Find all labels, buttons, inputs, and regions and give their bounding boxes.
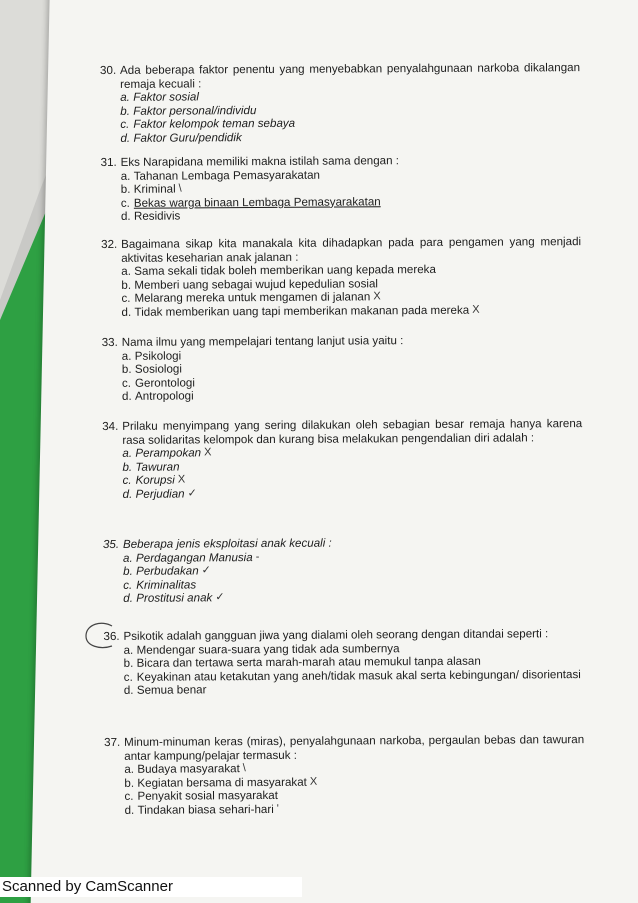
handwritten-mark: \ [242,762,246,775]
question-text: Ada beberapa faktor penentu yang menyebabkan penyalahgunaan narkoba dikalangan remaja kecuali : [119,61,581,91]
option-c[interactable]: c. Penyakit sosial masyarakat [124,789,278,804]
question-31 [101,153,581,224]
option-a[interactable]: a. Perdagangan Manusia - [122,550,260,565]
option-b[interactable]: b. Faktor personal/individu [120,103,257,118]
question-number: 34. [102,419,119,433]
option-b[interactable]: b. Kriminal \ [120,182,182,197]
options [121,262,581,319]
options [123,549,583,606]
question-number: 37. [104,735,121,749]
question-number: 32. [101,237,118,251]
scanner-watermark: Scanned by CamScanner [0,877,302,897]
option-b[interactable]: b. Memberi uang sebagai wujud kepedulian sosial [121,277,379,292]
option-b[interactable]: b. Sosiologi [121,362,182,377]
option-d[interactable]: d. Antropologi [121,389,194,404]
question-35 [103,535,583,606]
option-c[interactable]: c. Melarang mereka untuk mengamen di jalanan X [121,290,381,306]
option-c[interactable]: c. Gerontologi [121,376,195,390]
handwritten-mark: X [309,775,318,788]
question-text: Bagaimana sikap kita manakala kita dihadapkan pada para pengamen yang menjadi aktivitas keseharian anak jalanan : [121,235,582,265]
handwritten-mark: ✓ [215,591,225,604]
handwritten-mark: X [373,290,381,303]
question-text: Beberapa jenis eksploitasi anak kecuali : [122,536,332,551]
options [124,760,584,817]
question-number: 36. [103,629,120,643]
question-34 [102,417,582,501]
question-text: Eks Narapidana memiliki makna istilah sama dengan : [120,154,400,169]
question-text: Minum-minuman keras (miras), penyalahgunaan narkoba, pergaulan bebas dan tawuran antar kampung/pelajar termasuk : [124,733,585,763]
question-number: 33. [101,335,118,349]
handwritten-mark: X [177,473,186,486]
question-text: Nama ilmu yang mempelajari tentang lanjut usia yaitu : [121,334,404,349]
handwritten-mark: ✓ [187,487,197,500]
option-d[interactable]: d. Residivis [120,209,181,224]
question-number: 31. [100,155,117,169]
option-d[interactable]: d. Prostitusi anak ✓ [123,591,225,606]
option-d[interactable]: d. Semua benar [123,683,207,698]
options [121,167,581,224]
option-a[interactable]: a. Mendengar suara-suara yang tidak ada sumbernya [123,641,400,657]
options [124,641,584,698]
option-b[interactable]: b. Tawuran [122,460,180,474]
option-b[interactable]: b. Bicara dan tertawa serta marah-marah atau memukul tanpa alasan [123,654,481,671]
option-a[interactable]: a. Perampokan X [122,446,212,461]
handwritten-mark: X [204,446,212,459]
option-c[interactable]: c. Kriminalitas [123,578,197,592]
handwritten-mark: - [255,550,260,563]
options [120,88,580,145]
option-a[interactable]: a. Budaya masyarakat \ [124,762,246,777]
option-a[interactable]: a. Faktor sosial [120,90,199,105]
handwritten-mark: ' [276,802,279,815]
option-d[interactable]: d. Tindakan biasa sehari-hari ' [124,802,279,817]
circle-stroke [86,623,112,647]
option-a[interactable]: a. Psikologi [121,349,182,363]
handwritten-circle [82,620,118,652]
option-b[interactable]: b. Kegiatan bersama di masyarakat X [124,775,318,790]
handwritten-mark: \ [178,182,182,195]
option-c[interactable]: c. Korupsi X [122,473,186,488]
options [122,347,582,404]
handwritten-mark: X [472,303,480,316]
handwritten-mark: ✓ [201,564,211,577]
option-a[interactable]: a. Sama sekali tidak boleh memberikan uang kepada mereka [121,263,436,279]
question-number: 30. [100,63,117,77]
question-33 [102,333,582,404]
question-text: Prilaku menyimpang yang sering dilakukan oleh sebagian besar remaja hanya karena rasa solidaritas kelompok dan kurang bisa melakukan pengendalian diri adalah : [122,417,583,447]
option-d[interactable]: d. Faktor Guru/pendidik [120,131,242,145]
question-30 [100,61,580,145]
option-c[interactable]: c. Keyakinan atau ketakutan yang aneh/tidak masuk akal serta kebingungan/ disorientasi [123,667,581,684]
option-a[interactable]: a. Tahanan Lembaga Pemasyarakatan [120,168,321,183]
option-b[interactable]: b. Perbudakan ✓ [123,564,211,579]
question-text: Psikotik adalah gangguan jiwa yang dialami oleh seorang dengan ditandai seperti : [123,627,549,643]
question-32 [101,235,581,319]
option-c[interactable]: c. Faktor kelompok teman sebaya [120,117,296,132]
option-d[interactable]: d. Tidak memberikan uang tapi memberikan makanan pada mereka X [121,303,480,319]
options [122,444,582,501]
option-d[interactable]: d. Perjudian ✓ [122,487,197,501]
question-36 [103,627,583,698]
option-c[interactable]: c. Bekas warga binaan Lembaga Pemasyarakatan [120,195,381,210]
question-number: 35. [102,537,120,551]
question-37 [104,733,584,817]
